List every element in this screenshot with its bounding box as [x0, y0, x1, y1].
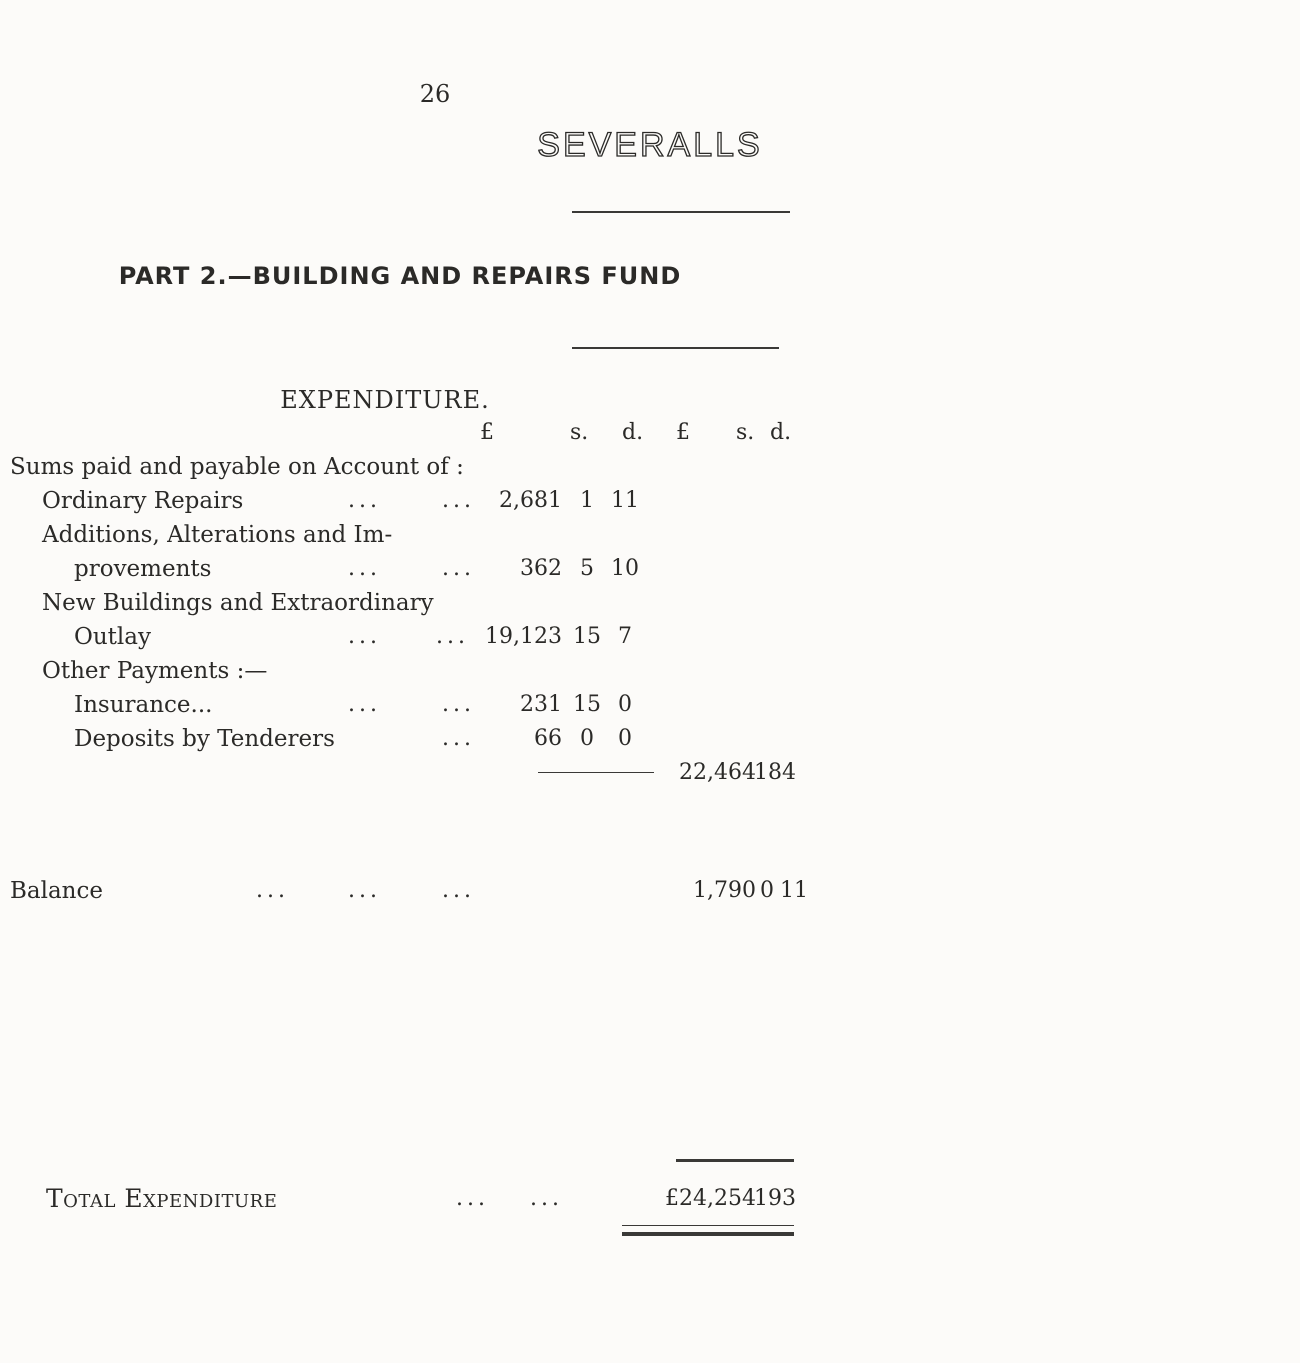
leader-dots: ...	[442, 556, 475, 581]
total-rule-top	[676, 1159, 794, 1162]
pence-value: 7	[618, 624, 632, 649]
pence-value: 11	[611, 488, 639, 513]
item-label: Insurance...	[74, 692, 213, 718]
leader-dots: ...	[348, 488, 381, 513]
balance-shillings: 0	[760, 878, 774, 903]
leader-dots: ...	[530, 1186, 563, 1211]
pence-value: 10	[611, 556, 639, 581]
shillings-header: s.	[570, 420, 589, 445]
item-label: Deposits by Tenderers	[74, 726, 335, 752]
pence-header: d.	[622, 420, 644, 445]
part-title: PART 2.—BUILDING AND REPAIRS FUND	[118, 262, 682, 290]
subtotal-shillings: 18	[754, 760, 782, 785]
total-rule-bottom-thin	[622, 1225, 794, 1226]
leader-dots: ...	[442, 488, 475, 513]
pounds-header: £	[676, 420, 690, 445]
page-number: 26	[419, 80, 451, 108]
leader-dots: ...	[348, 692, 381, 717]
total-shillings: 19	[754, 1186, 782, 1211]
item-label-continued: Outlay	[74, 624, 151, 650]
shillings-value: 5	[580, 556, 594, 581]
subtotal-pounds: 22,464	[679, 760, 756, 785]
item-label-continued: provements	[74, 556, 212, 582]
balance-pence: 11	[780, 878, 808, 903]
leader-dots: ...	[456, 1186, 489, 1211]
pounds-value: 231	[520, 692, 562, 717]
leader-dots: ...	[436, 624, 469, 649]
shillings-value: 0	[580, 726, 594, 751]
item-label: Ordinary Repairs	[42, 488, 244, 514]
subtotal-rule	[538, 772, 654, 773]
pence-header: d.	[770, 420, 792, 445]
pounds-value: 19,123	[485, 624, 562, 649]
pounds-value: 362	[520, 556, 562, 581]
shillings-value: 15	[573, 624, 601, 649]
item-label: Additions, Alterations and Im-	[42, 522, 393, 548]
leader-dots: ...	[442, 726, 475, 751]
divider-rule	[572, 211, 790, 213]
leader-dots: ...	[348, 556, 381, 581]
total-pounds: £24,254	[665, 1186, 756, 1211]
subtotal-pence: 4	[782, 760, 796, 785]
page-title: SEVERALLS	[537, 126, 763, 164]
total-label: Total Expenditure	[46, 1184, 278, 1213]
pounds-header: £	[480, 420, 494, 445]
section-title: EXPENDITURE.	[280, 386, 490, 414]
item-label: New Buildings and Extraordinary	[42, 590, 434, 616]
leader-dots: ...	[348, 878, 381, 903]
pounds-value: 2,681	[499, 488, 562, 513]
pounds-value: 66	[534, 726, 562, 751]
total-rule-bottom-thick	[622, 1232, 794, 1236]
shillings-header: s.	[736, 420, 755, 445]
pence-value: 0	[618, 692, 632, 717]
divider-rule	[572, 347, 779, 349]
account-header: Sums paid and payable on Account of :	[10, 454, 464, 480]
shillings-value: 15	[573, 692, 601, 717]
leader-dots: ...	[442, 692, 475, 717]
leader-dots: ...	[348, 624, 381, 649]
shillings-value: 1	[580, 488, 594, 513]
leader-dots: ...	[256, 878, 289, 903]
pence-value: 0	[618, 726, 632, 751]
balance-label: Balance	[10, 878, 103, 904]
balance-pounds: 1,790	[693, 878, 756, 903]
total-pence: 3	[782, 1186, 796, 1211]
leader-dots: ...	[442, 878, 475, 903]
item-label: Other Payments :—	[42, 658, 268, 684]
